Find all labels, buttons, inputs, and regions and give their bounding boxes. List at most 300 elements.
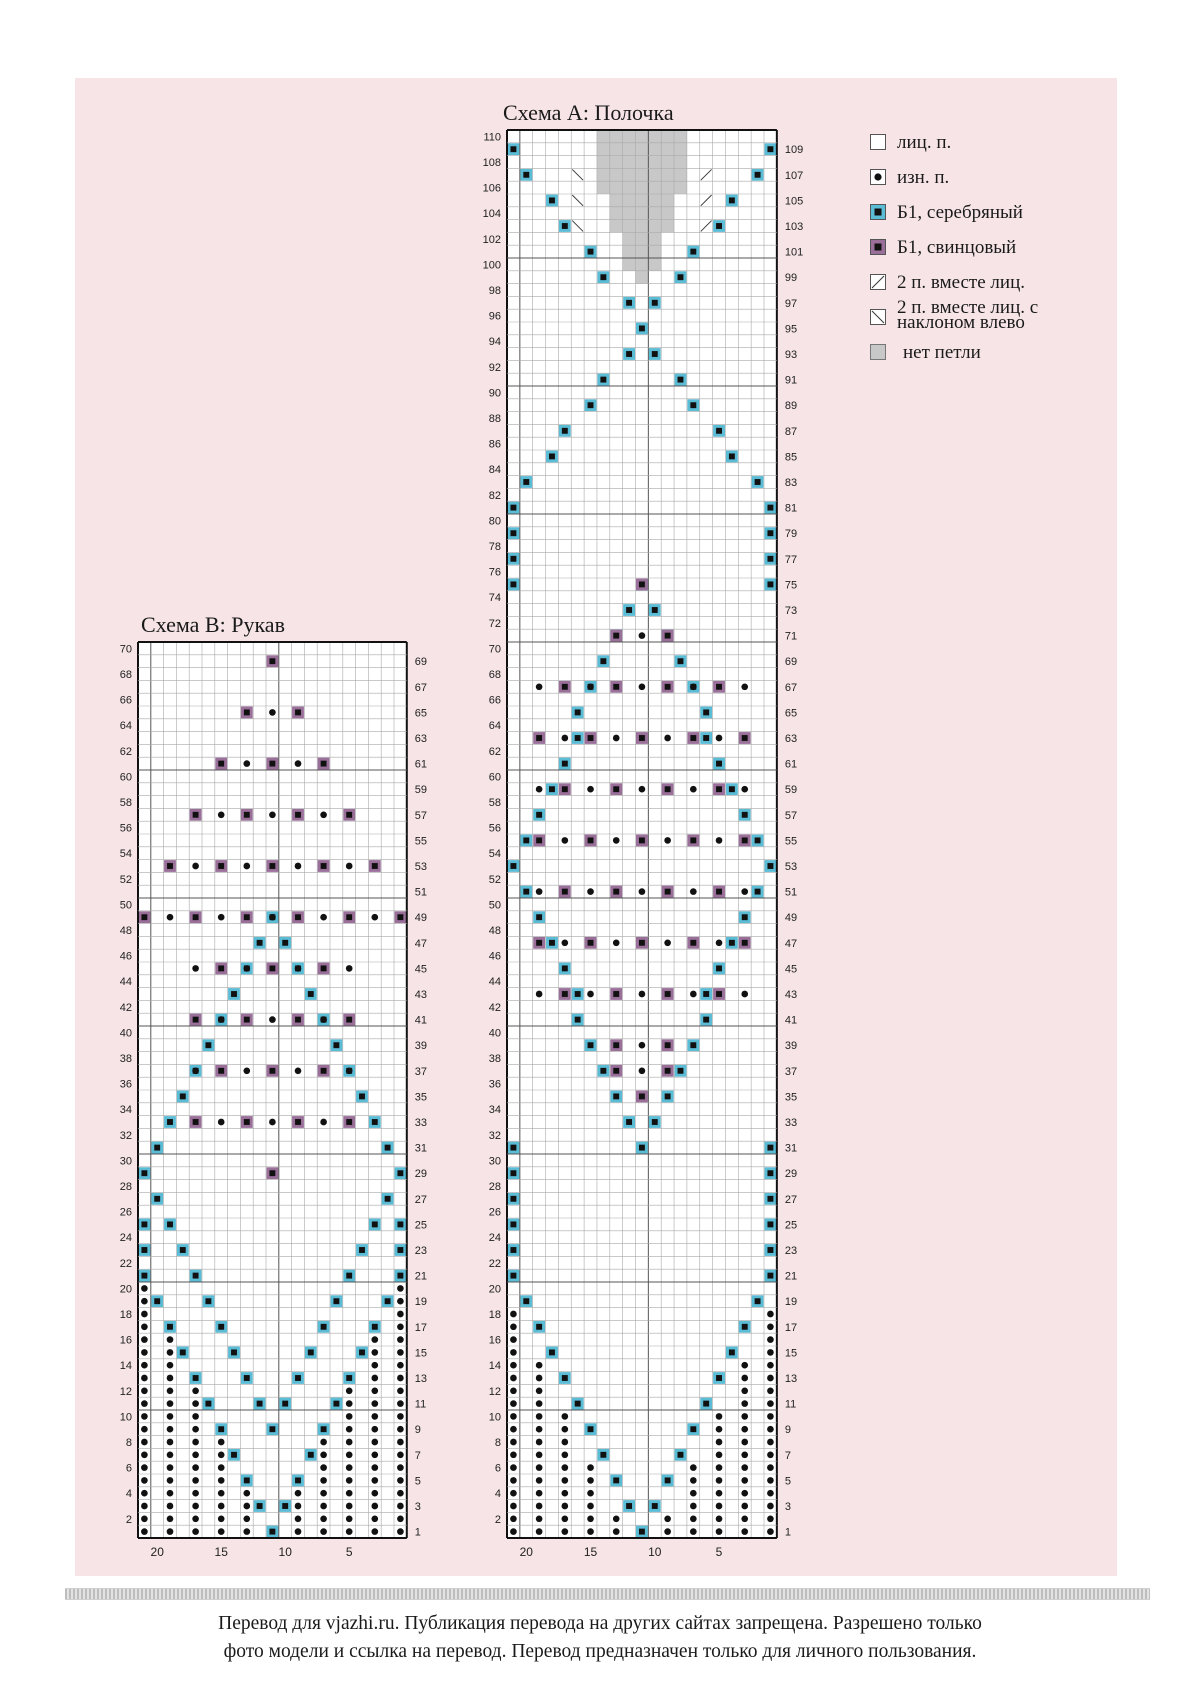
no-stitch-cell [610, 220, 623, 233]
row-number: 38 [119, 1053, 132, 1065]
bead-center [600, 1068, 606, 1074]
bead-center [359, 1349, 365, 1355]
bead-center [333, 1401, 339, 1407]
purl-mark [397, 1464, 404, 1471]
purl-mark [218, 1477, 225, 1484]
bead-center [575, 1017, 581, 1023]
bead-center [767, 146, 773, 152]
bead-center [510, 505, 516, 511]
row-number: 61 [784, 758, 798, 771]
purl-mark [192, 1528, 199, 1535]
legend-label: 2 п. вместе лиц. с наклоном влево [897, 297, 1039, 333]
purl-mark [536, 786, 543, 793]
purl-mark [295, 1503, 302, 1510]
purl-mark [587, 1515, 594, 1522]
row-number: 26 [488, 1206, 501, 1219]
row-number: 54 [119, 848, 132, 861]
purl-mark [218, 1464, 225, 1471]
purl-mark [587, 1490, 594, 1497]
row-number: 51 [414, 886, 428, 899]
purl-mark [561, 1439, 568, 1446]
purl-mark [536, 1464, 543, 1471]
bead-center [549, 197, 555, 203]
purl-mark [167, 1490, 174, 1497]
purl-mark [346, 1503, 353, 1510]
bead-center [193, 812, 199, 818]
bead-center [665, 786, 671, 792]
bead-center [308, 1452, 314, 1458]
row-number: 72 [488, 617, 501, 630]
bead-center [231, 1349, 237, 1355]
no-stitch-cell [648, 232, 661, 245]
separator-rule [65, 1588, 1150, 1600]
purl-mark [243, 1515, 250, 1522]
row-number: 59 [784, 784, 798, 797]
bead-center [626, 1503, 632, 1509]
purl-mark [346, 1515, 353, 1522]
bead-center [193, 1119, 199, 1125]
no-stitch-cell [610, 207, 623, 220]
bead-center [295, 1375, 301, 1381]
row-number: 42 [488, 1001, 501, 1014]
purl-mark [141, 1503, 148, 1510]
purl-mark [346, 1451, 353, 1458]
purl-mark [510, 1336, 517, 1343]
bead-center [665, 1042, 671, 1048]
purl-mark [397, 1311, 404, 1318]
bead-center [193, 1017, 199, 1023]
row-number: 3 [784, 1501, 791, 1513]
stitch-number: 10 [278, 1545, 292, 1559]
row-number: 90 [488, 387, 501, 400]
legend-label: 2 п. вместе лиц. [897, 272, 1025, 293]
row-number: 63 [784, 733, 798, 745]
row-number: 22 [488, 1257, 501, 1270]
row-number: 37 [414, 1065, 428, 1078]
purl-mark [346, 1490, 353, 1497]
purl-mark [690, 1490, 697, 1497]
purl-mark [371, 1477, 378, 1484]
bead-center [767, 556, 773, 562]
row-number: 24 [488, 1232, 501, 1245]
row-number: 67 [784, 681, 798, 694]
purl-mark [690, 786, 697, 793]
purl-mark [536, 683, 543, 690]
purl-mark [767, 1451, 774, 1458]
purl-mark [510, 1413, 517, 1420]
no-stitch-cell [623, 130, 636, 143]
no-stitch-cell [648, 258, 661, 271]
purl-mark [192, 1503, 199, 1510]
row-number: 26 [119, 1206, 132, 1219]
purl-mark [397, 1515, 404, 1522]
legend-item-ssk [870, 297, 1130, 340]
bead-center [180, 1349, 186, 1355]
purl-mark [346, 1413, 353, 1420]
row-number: 83 [784, 477, 798, 489]
bead-center [346, 1273, 352, 1279]
purl-mark [741, 888, 748, 895]
row-number: 31 [414, 1142, 428, 1155]
no-stitch-cell [636, 245, 649, 258]
purl-mark [320, 1503, 327, 1510]
purl-mark [741, 1528, 748, 1535]
purl-mark [536, 1515, 543, 1522]
purl-mark [767, 1528, 774, 1535]
purl-mark [767, 1490, 774, 1497]
bead-center [141, 1170, 147, 1176]
purl-mark [295, 965, 302, 972]
no-stitch-cell [636, 143, 649, 156]
purl-mark [639, 683, 646, 690]
bead-center [588, 940, 594, 946]
legend-label: нет петли [903, 342, 981, 363]
bead-center [308, 991, 314, 997]
bead-center [321, 863, 327, 869]
bead-center [385, 1298, 391, 1304]
bead-center [523, 1298, 529, 1304]
purl-mark [167, 1528, 174, 1535]
purl-mark [371, 914, 378, 921]
bead-center [205, 1042, 211, 1048]
row-number: 41 [784, 1014, 798, 1027]
bead-center [218, 863, 224, 869]
bead-center [639, 581, 645, 587]
purl-mark [141, 1298, 148, 1305]
bead-center [359, 1247, 365, 1253]
row-number: 10 [488, 1411, 501, 1424]
purl-mark [346, 1439, 353, 1446]
bead-center [257, 940, 263, 946]
row-number: 52 [119, 873, 132, 886]
bead-center [218, 1426, 224, 1432]
purl-mark [536, 1362, 543, 1369]
row-number: 96 [488, 310, 501, 323]
purl-mark [536, 888, 543, 895]
row-number: 29 [414, 1168, 428, 1181]
bead-center [333, 1042, 339, 1048]
row-number: 7 [414, 1449, 421, 1462]
bead-center [652, 607, 658, 613]
row-number: 38 [488, 1053, 501, 1065]
bead-center [639, 837, 645, 843]
row-number: 65 [414, 707, 428, 720]
purl-mark [141, 1464, 148, 1471]
no-stitch-cell [636, 271, 649, 284]
purl-mark [218, 1016, 225, 1023]
purl-mark [767, 1503, 774, 1510]
bead-center [575, 735, 581, 741]
bead-center [141, 1247, 147, 1253]
purl-mark [536, 1528, 543, 1535]
bead-center [346, 1375, 352, 1381]
no-stitch-cell [623, 258, 636, 271]
purl-mark [561, 837, 568, 844]
purl-mark [613, 939, 620, 946]
legend-label: изн. п. [897, 167, 950, 188]
bead-center [639, 1145, 645, 1151]
purl-mark [269, 1016, 276, 1023]
purl-mark [141, 1439, 148, 1446]
bead-center [321, 1426, 327, 1432]
purl-mark [320, 1464, 327, 1471]
purl-mark [510, 1375, 517, 1382]
purl-mark [690, 888, 697, 895]
purl-mark [397, 1298, 404, 1305]
no-stitch-cell [661, 207, 674, 220]
row-number: 17 [414, 1321, 428, 1334]
bead-center [193, 914, 199, 920]
bead-center [716, 786, 722, 792]
bead-center [703, 1401, 709, 1407]
purl-mark [192, 1400, 199, 1407]
purl-mark [218, 811, 225, 818]
purl-mark [613, 1515, 620, 1522]
bead-center [385, 1145, 391, 1151]
row-number: 64 [119, 720, 132, 733]
no-stitch-cell [661, 168, 674, 181]
row-number: 92 [488, 361, 501, 374]
purl-mark [141, 1336, 148, 1343]
bead-center [295, 1017, 301, 1023]
no-stitch-cell [610, 143, 623, 156]
purl-mark [741, 1503, 748, 1510]
bead-center [372, 863, 378, 869]
purl-mark [141, 1387, 148, 1394]
row-number: 8 [125, 1437, 132, 1449]
row-number: 47 [784, 937, 798, 950]
purl-mark [536, 1451, 543, 1458]
no-stitch-cell [610, 156, 623, 169]
purl-mark [346, 1400, 353, 1407]
purl-mark [295, 1490, 302, 1497]
row-number: 87 [784, 425, 798, 438]
row-number: 56 [488, 822, 501, 835]
bead-center [613, 991, 619, 997]
bead-center [321, 1068, 327, 1074]
bead-center [613, 1093, 619, 1099]
bead-center [652, 1503, 658, 1509]
row-number: 8 [494, 1437, 501, 1449]
footer-line-1: Перевод для vjazhi.ru. Публикация перевода на других сайтах запрещена. Разрешено только [218, 1613, 982, 1634]
row-number: 9 [414, 1424, 421, 1437]
no-stitch-cell [636, 207, 649, 220]
bead-center [626, 607, 632, 613]
row-number: 16 [488, 1334, 501, 1347]
bead-center [588, 1042, 594, 1048]
row-number: 14 [488, 1360, 501, 1373]
bead-center [244, 1375, 250, 1381]
purl-mark [716, 1413, 723, 1420]
row-number: 19 [414, 1296, 428, 1309]
purl-mark [741, 1426, 748, 1433]
row-number: 6 [494, 1462, 501, 1475]
bead-center [767, 1145, 773, 1151]
bead-center [257, 1503, 263, 1509]
bead-center [742, 1324, 748, 1330]
purl-mark [397, 1490, 404, 1497]
row-number: 35 [414, 1091, 428, 1104]
row-number: 70 [488, 643, 501, 656]
purl-mark [371, 1503, 378, 1510]
no-stitch-cell [674, 130, 687, 143]
row-number: 20 [119, 1283, 132, 1296]
purl-mark [371, 1336, 378, 1343]
bead-center [141, 1273, 147, 1279]
bead-center [510, 1273, 516, 1279]
bead-center [729, 1349, 735, 1355]
stitch-number: 10 [648, 1545, 662, 1559]
row-number: 17 [784, 1321, 798, 1334]
purl-mark [192, 1439, 199, 1446]
bead-center [205, 1298, 211, 1304]
bead-center [244, 1017, 250, 1023]
bead-center [295, 1477, 301, 1483]
row-number: 105 [784, 195, 804, 208]
bead-center [180, 1093, 186, 1099]
bead-center [562, 991, 568, 997]
purl-mark [346, 863, 353, 870]
bead-center [729, 197, 735, 203]
no-stitch-cell [623, 143, 636, 156]
purl-mark [587, 786, 594, 793]
purl-mark [397, 1387, 404, 1394]
bead-center [639, 940, 645, 946]
row-number: 18 [119, 1309, 132, 1321]
no-stitch-cell [610, 168, 623, 181]
purl-mark [767, 1400, 774, 1407]
bead-center [690, 1426, 696, 1432]
row-number: 34 [119, 1104, 132, 1117]
bead-center [626, 1119, 632, 1125]
legend-item-knit [870, 130, 1130, 165]
bead-center [665, 633, 671, 639]
bead-center [716, 761, 722, 767]
purl-mark [141, 1362, 148, 1369]
row-number: 53 [414, 861, 428, 873]
purl-mark [167, 1426, 174, 1433]
purl-mark [397, 1336, 404, 1343]
purl-mark [716, 1464, 723, 1471]
purl-mark [741, 1387, 748, 1394]
bead-center [755, 1298, 761, 1304]
bead-center [767, 1170, 773, 1176]
row-number: 104 [482, 208, 501, 221]
footer-note [40, 1610, 1160, 1666]
no-stitch-cell [597, 143, 610, 156]
bead-center [665, 1068, 671, 1074]
purl-mark [587, 991, 594, 998]
purl-mark [167, 914, 174, 921]
bead-center [154, 1196, 160, 1202]
bead-center [716, 684, 722, 690]
purl-mark [320, 1528, 327, 1535]
row-number: 46 [119, 950, 132, 963]
purl-mark [167, 1375, 174, 1382]
row-number: 48 [488, 925, 501, 937]
ssk-icon [870, 309, 886, 325]
bead-center [665, 684, 671, 690]
no-stitch-cell [636, 258, 649, 271]
purl-mark [167, 1413, 174, 1420]
purl-mark [371, 1400, 378, 1407]
purl-mark [192, 1490, 199, 1497]
no-stitch-cell [610, 181, 623, 194]
purl-mark [192, 1451, 199, 1458]
purl-mark [664, 1528, 671, 1535]
row-number: 11 [784, 1398, 797, 1411]
row-number: 31 [784, 1142, 798, 1155]
purl-mark [741, 1515, 748, 1522]
row-number: 58 [119, 797, 132, 809]
purl-mark [639, 1042, 646, 1049]
purl-mark [167, 1400, 174, 1407]
purl-mark [587, 1528, 594, 1535]
purl-mark [141, 1477, 148, 1484]
row-number: 77 [784, 553, 798, 566]
purl-mark [716, 1515, 723, 1522]
row-number: 27 [784, 1193, 798, 1206]
row-number: 79 [784, 528, 798, 541]
bead-center [244, 1477, 250, 1483]
row-number: 74 [488, 592, 501, 605]
bead-center [372, 1221, 378, 1227]
k2tog-icon [870, 274, 886, 290]
purl-mark [218, 1515, 225, 1522]
bead-center [690, 249, 696, 255]
row-number: 91 [784, 374, 798, 387]
bead-center [523, 479, 529, 485]
purl-mark [741, 1451, 748, 1458]
purl-mark [371, 1490, 378, 1497]
purl-mark [346, 1528, 353, 1535]
no-stitch-cell [623, 194, 636, 207]
row-number: 3 [414, 1501, 421, 1513]
purl-mark [141, 1349, 148, 1356]
purl-mark [536, 991, 543, 998]
no-stitch-cell [674, 143, 687, 156]
purl-mark [218, 1439, 225, 1446]
purl-mark [320, 811, 327, 818]
purl-mark [510, 1426, 517, 1433]
stitch-number: 5 [715, 1545, 723, 1559]
row-number: 78 [488, 541, 501, 553]
purl-mark [767, 1387, 774, 1394]
purl-mark [767, 1362, 774, 1369]
bead-center [295, 914, 301, 920]
bead-center [510, 146, 516, 152]
legend-item-lead-bead [870, 235, 1130, 270]
no-stitch-cell [661, 130, 674, 143]
front-chart [472, 130, 822, 1578]
bead-center [536, 735, 542, 741]
stitch-number: 20 [150, 1545, 164, 1559]
bead-center [600, 658, 606, 664]
no-stitch-cell [636, 194, 649, 207]
purl-mark [141, 1490, 148, 1497]
bead-center [742, 940, 748, 946]
bead-center [600, 377, 606, 383]
purl-mark [295, 1528, 302, 1535]
bead-center [613, 684, 619, 690]
purl-mark [536, 1503, 543, 1510]
purl-mark [741, 1362, 748, 1369]
bead-center [729, 940, 735, 946]
bead-center [665, 1093, 671, 1099]
bead-center [562, 761, 568, 767]
no-stitch-cell [623, 207, 636, 220]
row-number: 49 [414, 912, 428, 925]
